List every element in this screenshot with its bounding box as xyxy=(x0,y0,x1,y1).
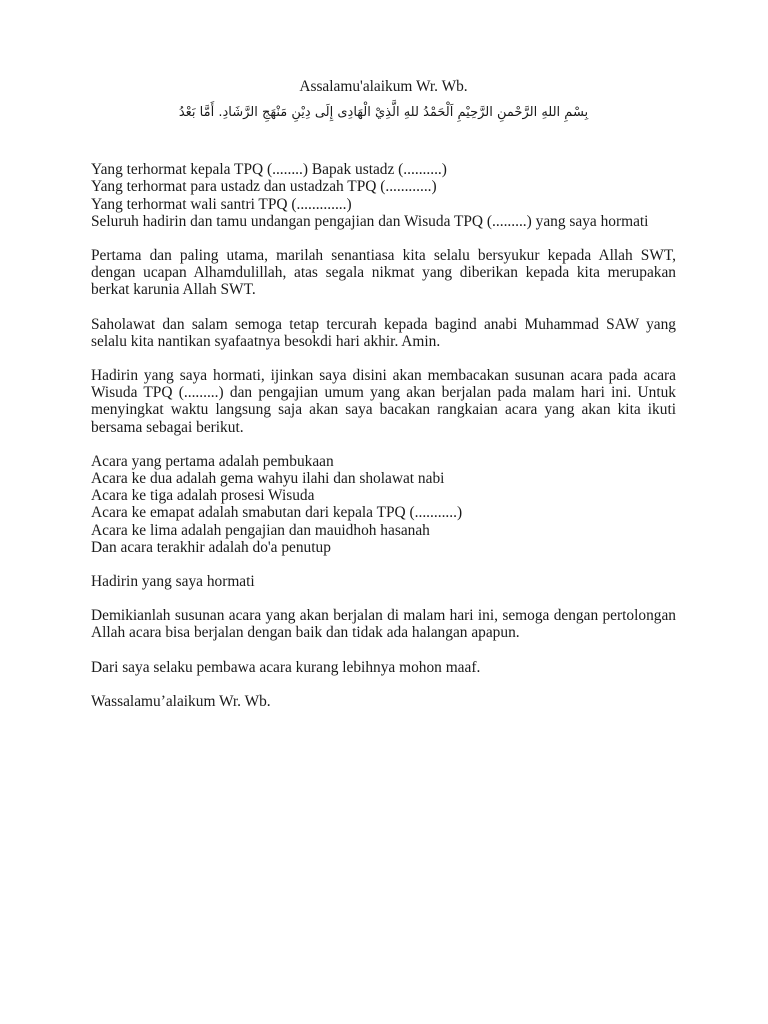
agenda-item: Acara yang pertama adalah pembukaan xyxy=(91,452,334,470)
paragraph-introduction: Hadirin yang saya hormati, ijinkan saya disini akan membacakan susunan acara pada acara Wisuda TPQ (.........) dan pengajian umum yang akan berjalan pada malam hari ini. Untuk menyingkat waktu langsung saja akan saya bacakan rangkaian acara yang akan kita ikuti bersama sebagai berikut. xyxy=(91,367,676,436)
agenda-item: Acara ke lima adalah pengajian dan mauidhoh hasanah xyxy=(91,521,430,539)
salutation-line: Yang terhormat wali santri TPQ (.............) xyxy=(91,195,352,213)
agenda-item: Acara ke dua adalah gema wahyu ilahi dan sholawat nabi xyxy=(91,470,445,488)
salutation-block xyxy=(91,161,676,230)
salutation-line: Yang terhormat para ustadz dan ustadzah TPQ (............) xyxy=(91,178,437,196)
agenda-item: Acara ke tiga adalah prosesi Wisuda xyxy=(91,487,315,505)
greeting-heading: Assalamu'alaikum Wr. Wb. xyxy=(299,78,468,95)
agenda-list xyxy=(91,453,676,556)
salutation-line: Yang terhormat kepala TPQ (........) Bapak ustadz (..........) xyxy=(91,161,447,179)
closing-paragraph: Demikianlah susunan acara yang akan berjalan di malam hari ini, semoga dengan pertolongan Allah acara bisa berjalan dengan baik dan tidak ada halangan apapun. xyxy=(91,607,676,642)
agenda-item: Dan acara terakhir adalah do'a penutup xyxy=(91,538,331,556)
paragraph-sholawat: Saholawat dan salam semoga tetap tercurah kepada bagind anabi Muhammad SAW yang selalu kita nantikan syafaatnya besokdi hari akhir. Amin. xyxy=(91,315,676,350)
paragraph-gratitude: Pertama dan paling utama, marilah senantiasa kita selalu bersyukur kepada Allah SWT, dengan ucapan Alhamdulillah, atas segala nikmat yang diberikan kepada kita merupakan berkat karunia Allah SWT. xyxy=(91,247,676,299)
arabic-opening: بِسْمِ اللهِ الرَّحْمنِ الرَّحِيْمِ اَلْحَمْدُ للهِ الَّذِيْ الْهَادِى إِلَى دِيْنِ مَنْهَجِ الرَّشَادِ. أَمَّا بَعْدُ xyxy=(178,105,589,121)
salutation-line: Seluruh hadirin dan tamu undangan pengajian dan Wisuda TPQ (.........) yang saya hormati xyxy=(91,212,649,230)
document-page xyxy=(91,78,676,727)
closing-apology: Dari saya selaku pembawa acara kurang lebihnya mohon maaf. xyxy=(91,658,481,676)
closing-salam: Wassalamu’alaikum Wr. Wb. xyxy=(91,692,271,710)
agenda-item: Acara ke emapat adalah smabutan dari kepala TPQ (...........) xyxy=(91,504,463,522)
closing-address: Hadirin yang saya hormati xyxy=(91,573,255,591)
